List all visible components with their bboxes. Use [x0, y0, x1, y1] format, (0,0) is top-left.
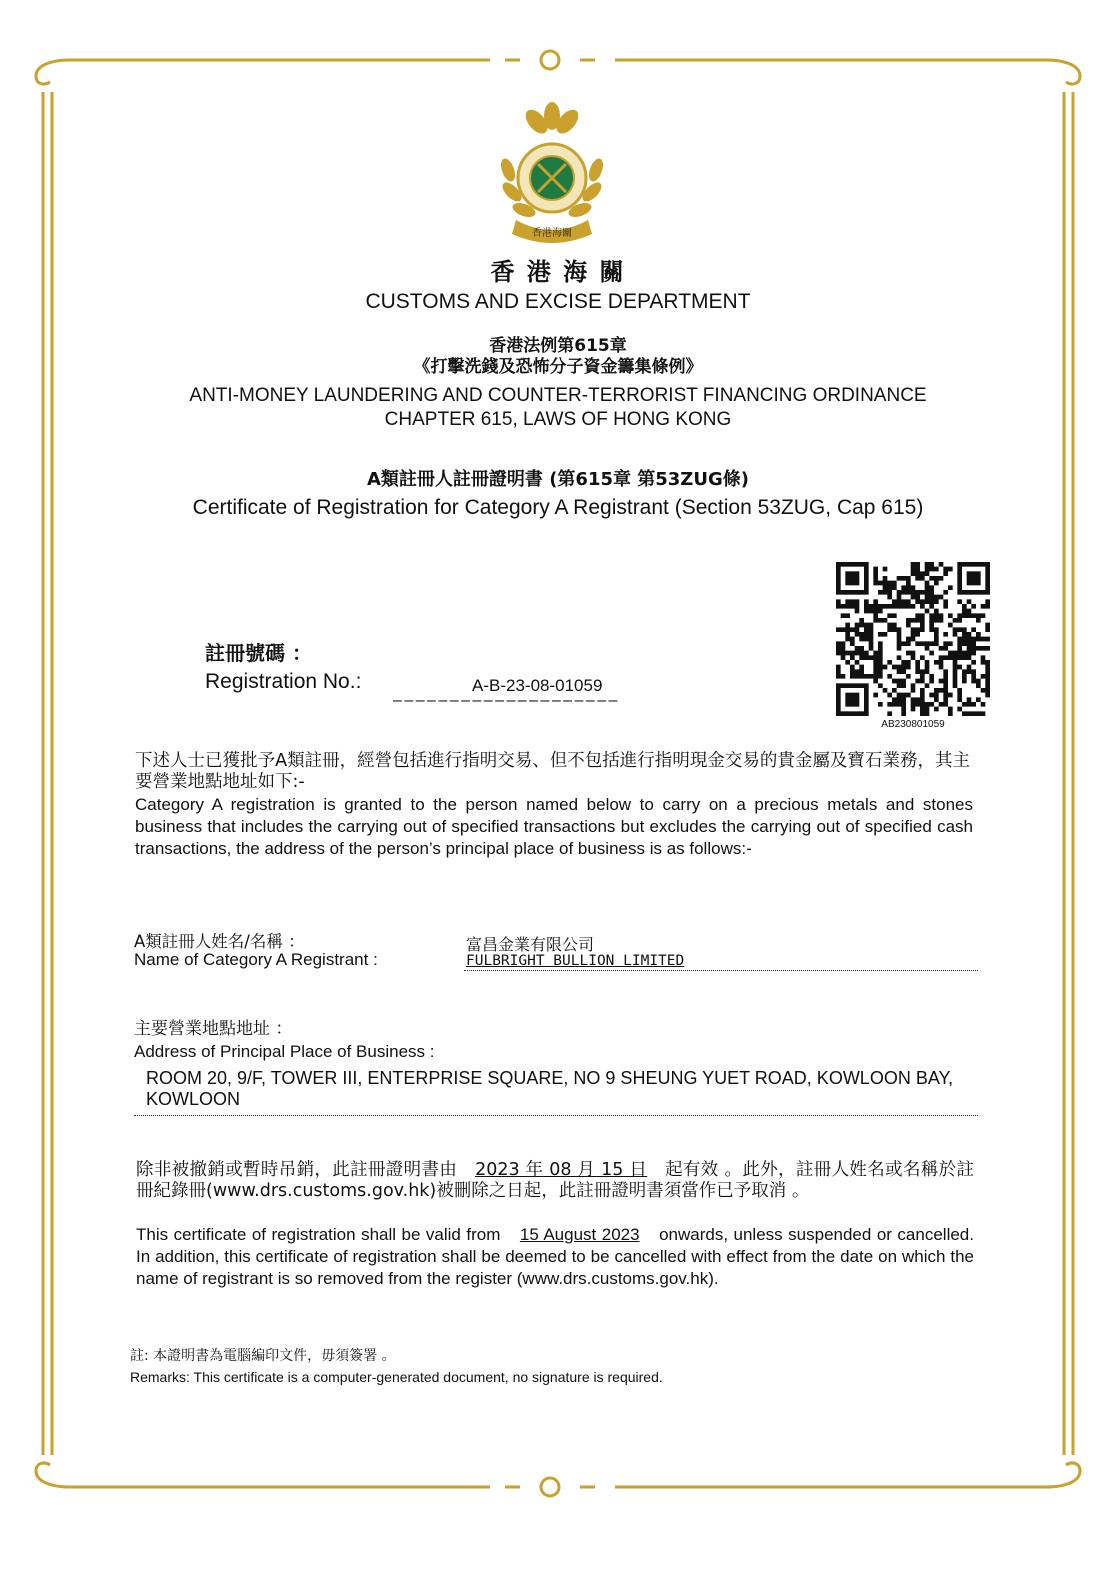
registration-label-zh: 註冊號碼 ： — [205, 641, 312, 665]
business-address: ROOM 20, 9/F, TOWER III, ENTERPRISE SQUARE, NO 9 SHEUNG YUET ROAD, KOWLOON BAY, KOWLOON — [146, 1068, 954, 1109]
customs-emblem — [494, 100, 610, 246]
emblem-caption: 香港海關 — [532, 228, 572, 239]
certificate-title-zh: A類註冊人註冊證明書 (第615章 第53ZUG條) — [367, 469, 749, 490]
registration-dash-line: – – – – – – – – – – – – – – – – – – – – — [393, 692, 617, 709]
validity-text-en — [136, 1224, 974, 1290]
validity-date-zh: 2023 年 08 月 15 日 — [475, 1160, 648, 1180]
ordinance-title-en: ANTI-MONEY LAUNDERING AND COUNTER-TERRORIST FINANCING ORDINANCE — [189, 385, 927, 406]
validity-date-en: 15 August 2023 — [519, 1225, 640, 1244]
validity-zh-post: 起有效 。此外，註冊人姓名或名稱於註冊紀錄冊(www.drs.customs.gov.hk)被刪除之日起，此註冊證明書須當作已予取消 。 — [136, 1160, 974, 1201]
department-name-en: CUSTOMS AND EXCISE DEPARTMENT — [365, 290, 751, 313]
validity-zh-pre: 除非被撤銷或暫時吊銷，此註冊證明書由 — [136, 1160, 458, 1180]
remarks-zh: 註: 本證明書為電腦編印文件，毋須簽署 。 — [130, 1348, 396, 1364]
registration-label-en: Registration No.: — [205, 670, 362, 693]
registrant-name-zh: 富昌金業有限公司 — [466, 935, 595, 954]
address-dotted-line — [134, 1115, 978, 1116]
address-label-en: Address of Principal Place of Business : — [134, 1042, 435, 1061]
intro-text-en: Category A registration is granted to the person named below to carry on a precious metals and stones business that includes the carrying out of specified transactions but excludes the carrying out of specified cash transactions, the address of the person’s principal place of business is as follows:- — [135, 795, 973, 858]
validity-en-pre: This certificate of registration shall be valid from — [136, 1225, 501, 1244]
address-label-zh: 主要營業地點地址 ： — [134, 1019, 293, 1039]
registrant-label-zh: A類註冊人姓名/名稱 ： — [134, 932, 305, 951]
certificate-title-en: Certificate of Registration for Category A Registrant (Section 53ZUG, Cap 615) — [192, 496, 924, 519]
registration-number: A-B-23-08-01059 — [472, 676, 603, 695]
ordinance-title-zh: 《打擊洗錢及恐怖分子資金籌集條例》 — [413, 357, 703, 377]
ordinance-chapter-en: CHAPTER 615, LAWS OF HONG KONG — [384, 409, 732, 430]
registrant-label-en: Name of Category A Registrant : — [134, 950, 378, 969]
ordinance-chapter-zh: 香港法例第615章 — [489, 336, 627, 356]
department-name-zh: 香 港 海 關 — [490, 258, 626, 286]
intro-text-zh: 下述人士已獲批予A類註冊，經營包括進行指明交易、但不包括進行指明現金交易的貴金屬及寶石業務，其主要營業地點地址如下:- — [135, 751, 970, 792]
validity-en-post: onwards, unless suspended or cancelled. In addition, this certificate of registration shall be deemed to be cancelled with effect from the date on which the name of registrant is so removed from the register (www.drs.customs.gov.hk). — [136, 1225, 974, 1288]
registrant-name-en: FULBRIGHT BULLION LIMITED — [466, 953, 685, 969]
remarks-en: Remarks: This certificate is a computer-generated document, no signature is required. — [130, 1369, 663, 1385]
qr-caption: AB230801059 — [881, 719, 945, 730]
qr-code — [836, 562, 990, 716]
registrant-dotted-line — [464, 970, 978, 971]
validity-text-zh — [136, 1160, 974, 1202]
